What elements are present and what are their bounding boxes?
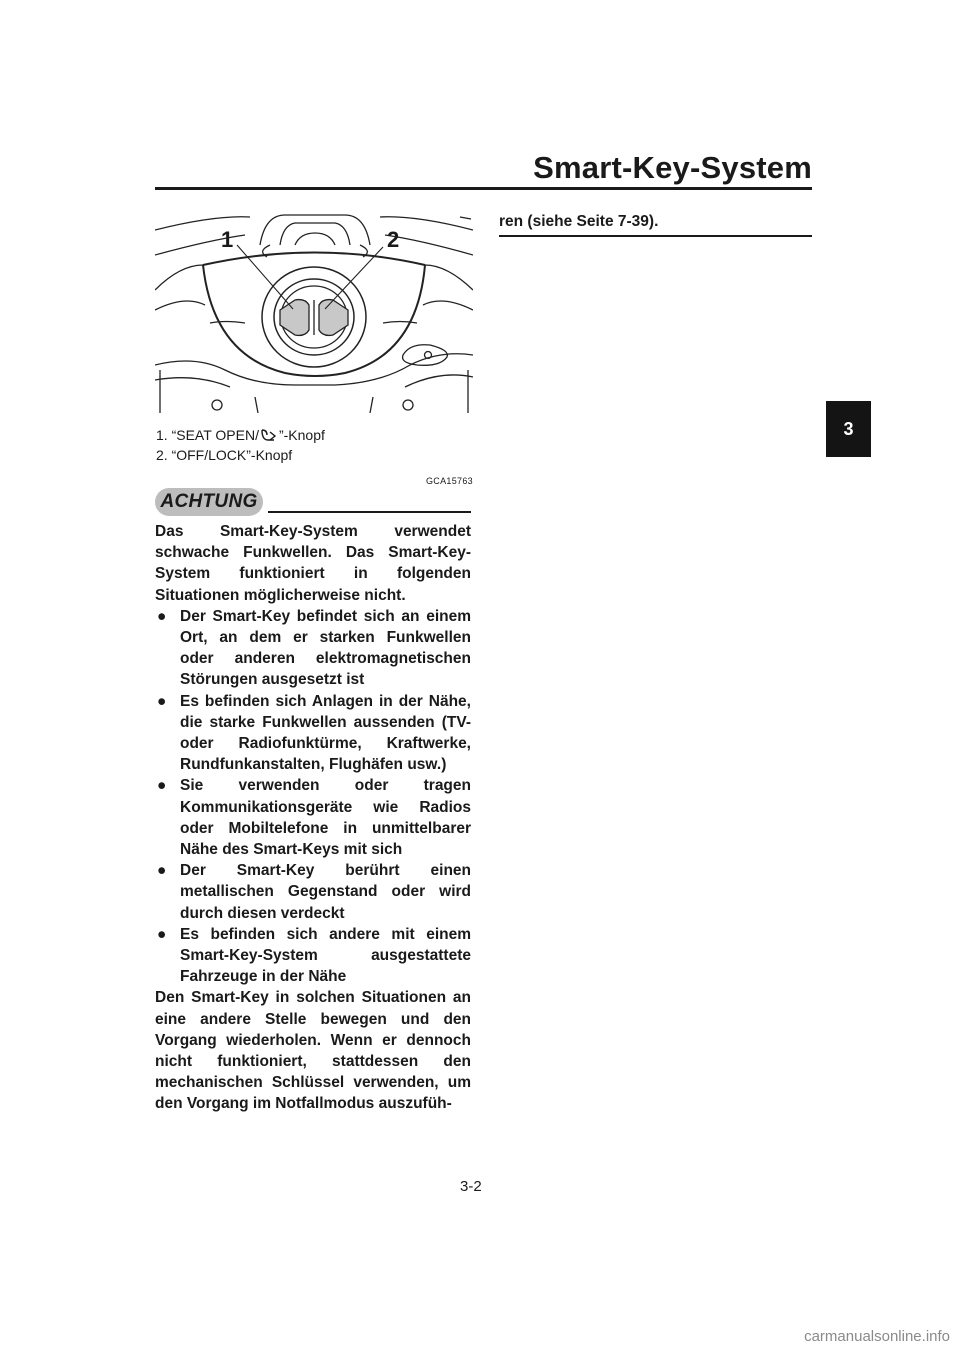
list-item <box>155 775 471 860</box>
figure-callout-1: 1 <box>221 227 234 252</box>
caption-1-text-end: ”-Knopf <box>278 427 325 443</box>
achtung-label <box>155 488 263 516</box>
notice-list <box>155 606 471 988</box>
notice-continuation: ren (siehe Seite 7-39). <box>499 213 659 230</box>
caption-2-text: “OFF/LOCK”-Knopf <box>171 447 293 463</box>
caption-1-text-start: “SEAT OPEN/ <box>171 427 259 443</box>
caption-1-number: 1. <box>156 427 168 443</box>
header-rule <box>155 187 812 190</box>
notice-code: GCA15763 <box>426 476 473 486</box>
list-item <box>155 860 471 924</box>
caption-2-number: 2. <box>156 447 168 463</box>
notice-closing: Den Smart-Key in solchen Situationen an eine andere Stelle bewegen und den Vorgang wiederholen. Wenn er dennoch nicht funktioniert, stattdessen den mechanischen Schlüssel verwenden, um den Vorgang im Notfallmodus auszufüh- <box>155 989 471 1113</box>
bullet-icon: ● <box>157 607 167 625</box>
list-item-text: Der Smart-Key berührt einen metallischen Gegenstand oder wird durch diesen verdeckt <box>180 862 471 922</box>
list-item-text: Der Smart-Key befindet sich an einem Ort, an dem er starken Funkwellen oder anderen elektromagnetischen Störungen ausgesetzt ist <box>180 607 471 689</box>
bullet-icon: ● <box>157 862 167 880</box>
list-item <box>155 691 471 776</box>
caption-1 <box>156 425 325 445</box>
list-item-text: Es befinden sich andere mit einem Smart-Key-System ausgestattete Fahrzeuge in der Nähe <box>180 925 471 986</box>
bullet-icon: ● <box>157 777 167 795</box>
notice-body <box>155 521 471 1115</box>
list-item-text: Sie verwenden oder tragen Kommunikationsgeräte wie Radios oder Mobiltelefone in unmittelbarer Nähe des Smart-Keys mit sich <box>180 777 471 859</box>
bullet-icon: ● <box>157 925 167 943</box>
caption-2 <box>156 445 325 465</box>
chapter-number: 3 <box>843 418 854 439</box>
achtung-label-text: ACHTUNG <box>160 491 258 512</box>
notice-end-rule <box>499 235 812 237</box>
notice-intro: Das Smart-Key-System verwendet schwache Funkwellen. Das Smart-Key-System funktioniert in folgenden Situationen möglicherweise nicht. <box>155 523 471 604</box>
page-number: 3-2 <box>460 1178 482 1195</box>
figure-captions <box>156 425 325 465</box>
watermark: carmanualsonline.info <box>804 1328 950 1345</box>
bullet-icon: ● <box>157 692 167 710</box>
list-item <box>155 606 471 691</box>
handlebar-switch-illustration <box>155 205 473 415</box>
seat-open-icon <box>259 428 279 444</box>
list-item-text: Es befinden sich Anlagen in der Nähe, die starke Funkwellen aussenden (TV- oder Radiofunktürme, Kraftwerke, Rundfunkanstalten, Flughäfen usw.) <box>180 692 471 774</box>
list-item <box>155 924 471 988</box>
figure-callout-2: 2 <box>387 227 400 252</box>
achtung-rule <box>268 511 471 513</box>
page-title: Smart-Key-System <box>533 150 812 185</box>
switch-figure <box>155 205 473 415</box>
chapter-tab <box>826 401 871 457</box>
